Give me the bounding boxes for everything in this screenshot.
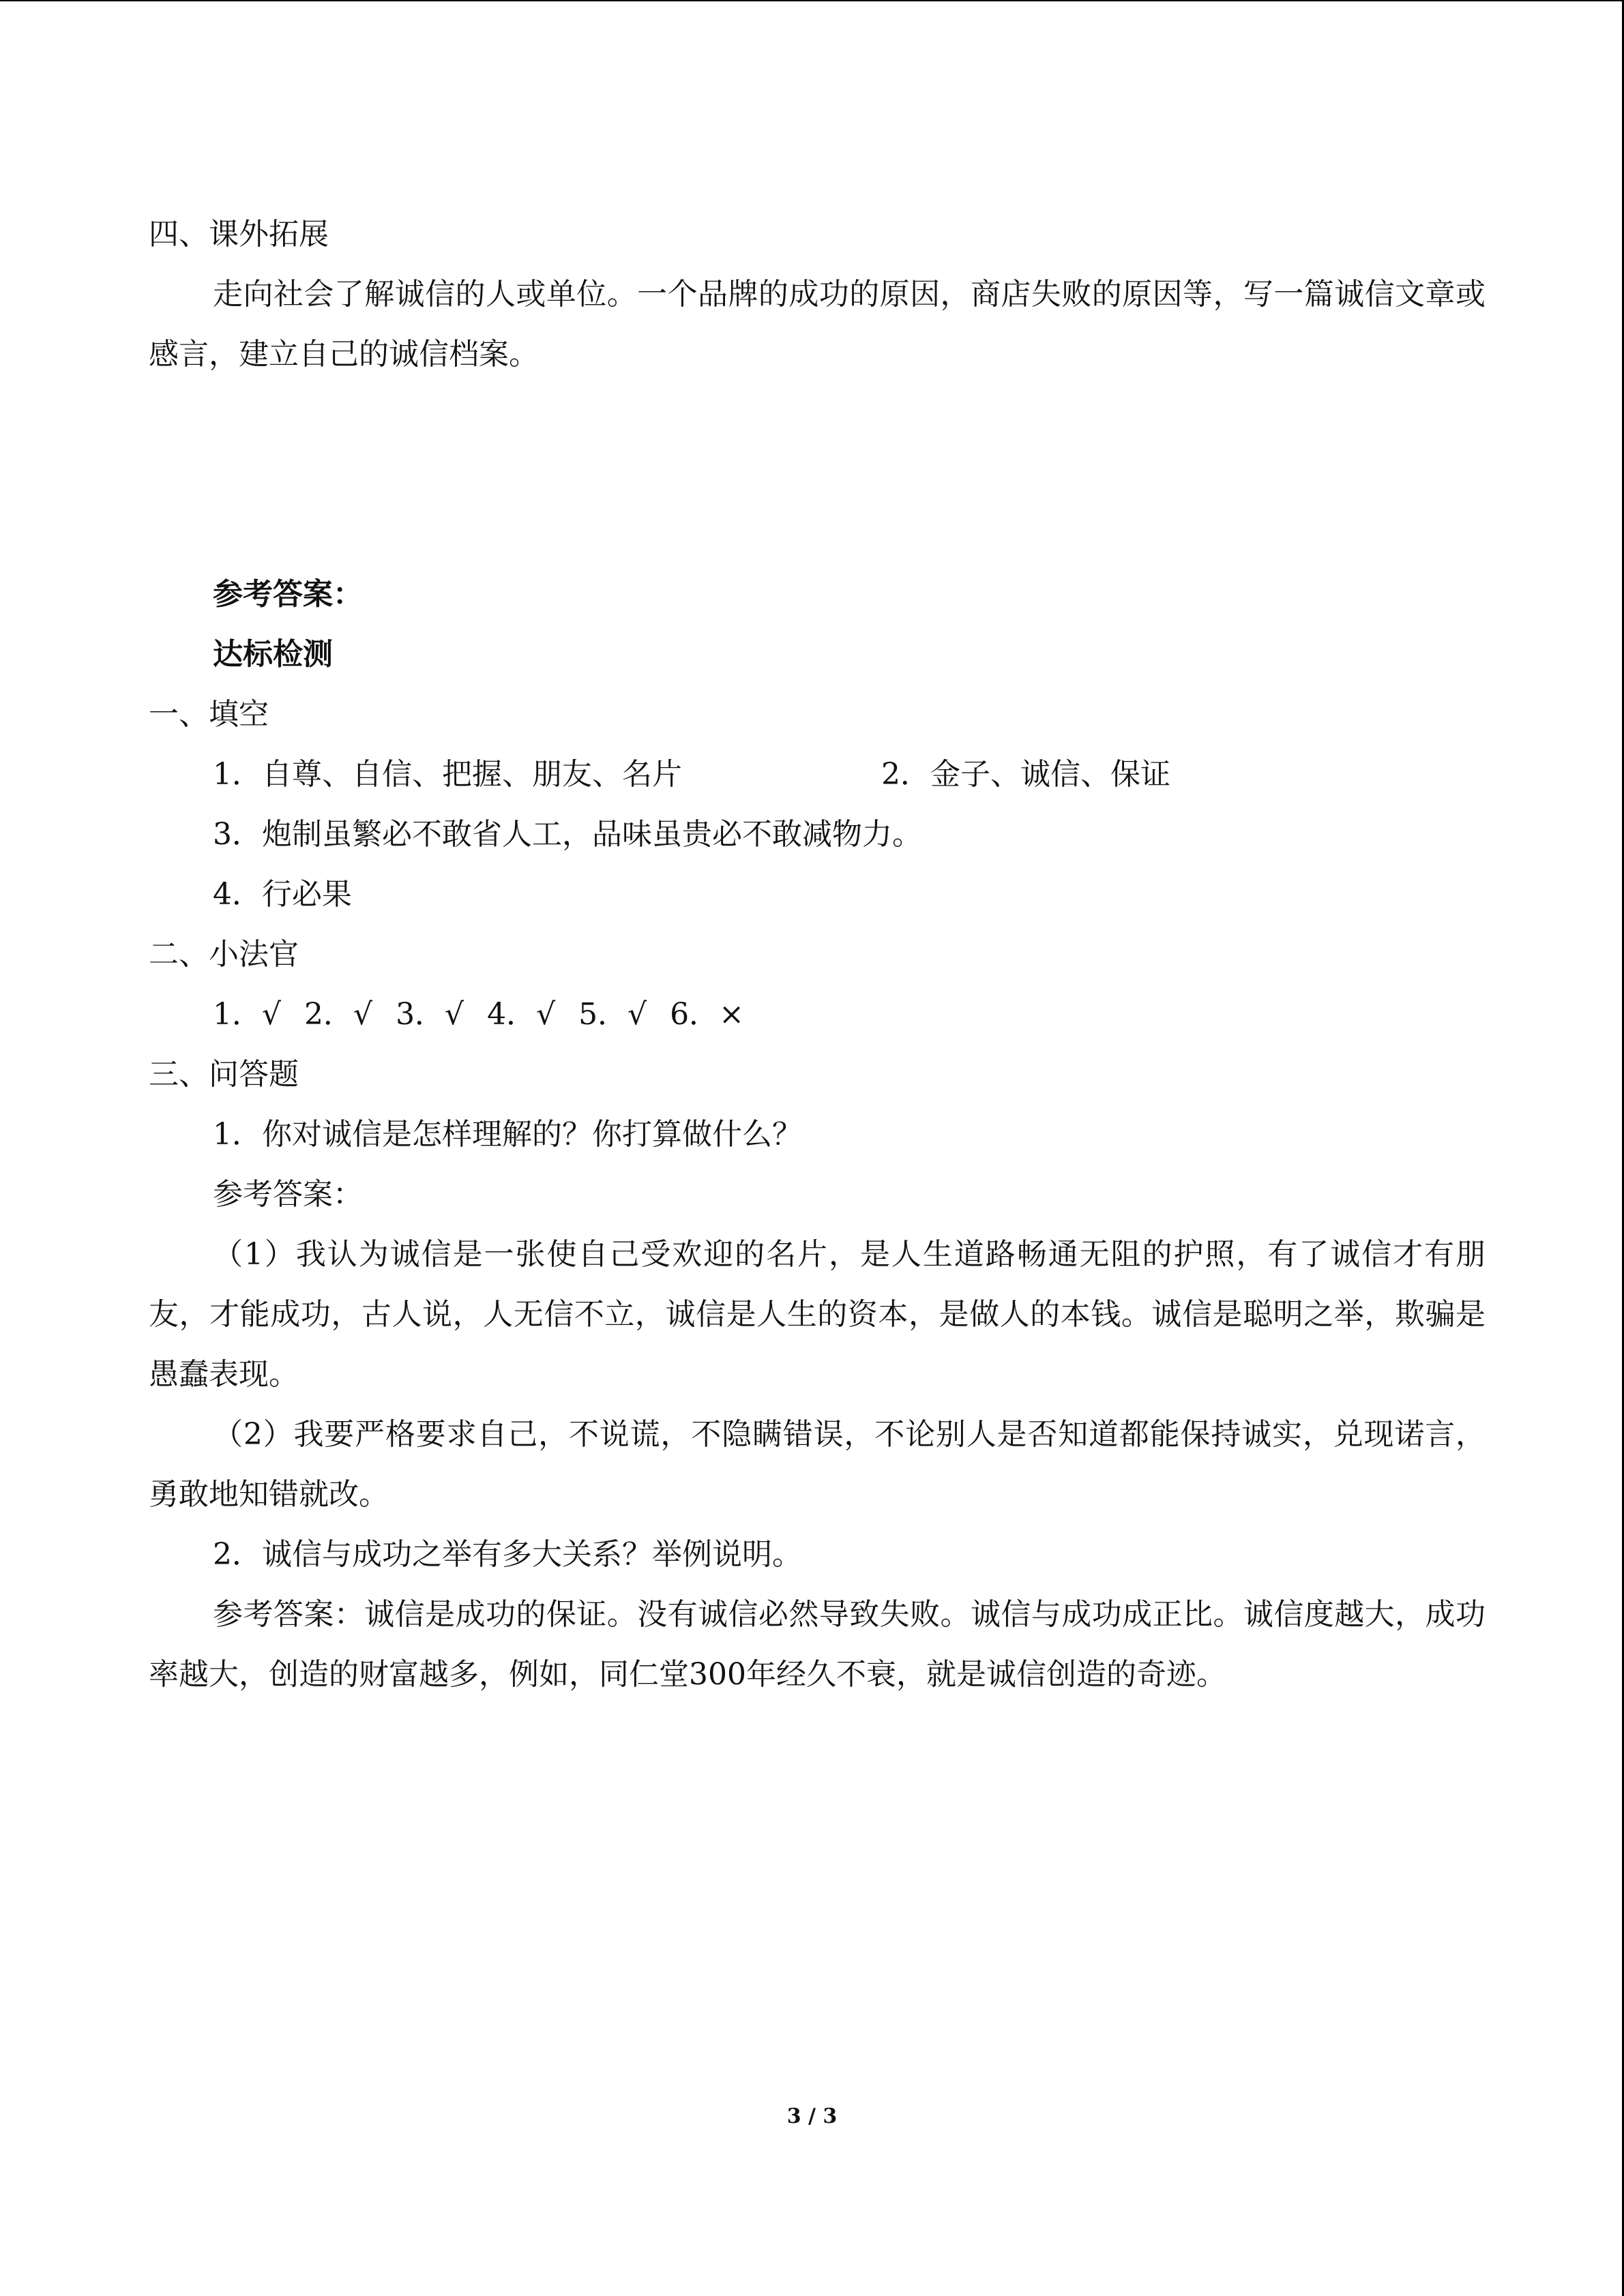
judge-answer: 2．√	[304, 997, 373, 1032]
judge-answers	[149, 985, 1486, 1045]
question-2: 2．诚信与成功之举有多大关系？举例说明。	[213, 1537, 802, 1572]
judge-answer: 4．√	[487, 997, 556, 1032]
fill-answer-1: 1．自尊、自信、把握、朋友、名片	[213, 757, 682, 792]
qa-heading: 三、问答题	[149, 1057, 299, 1092]
fill-answer-3: 3．炮制虽繁必不敢省人工，品味虽贵必不敢减物力。	[213, 817, 922, 852]
fill-answer-4: 4．行必果	[213, 877, 352, 912]
page-frame-top	[0, 0, 1624, 1]
fill-answer-2: 2．金子、诚信、保证	[881, 757, 1170, 792]
extension-heading: 四、课外拓展	[149, 217, 329, 252]
answer-2: 参考答案：诚信是成功的保证。没有诚信必然导致失败。诚信与成功成正比。诚信度越大，成功率越大，创造的财富越多，例如，同仁堂300年经久不衰，就是诚信创造的奇迹。	[149, 1597, 1486, 1692]
document-page	[149, 205, 1486, 1705]
judge-answer: 5．√	[578, 997, 647, 1032]
extension-body: 走向社会了解诚信的人或单位。一个品牌的成功的原因，商店失败的原因等，写一篇诚信文章或感言，建立自己的诚信档案。	[149, 277, 1486, 372]
fill-row-1	[149, 745, 1486, 805]
judge-answer: 6．×	[670, 997, 745, 1032]
answers-title: 参考答案：	[213, 577, 363, 612]
answer-1-label: 参考答案：	[213, 1177, 363, 1212]
judge-heading: 二、小法官	[149, 937, 299, 972]
judge-answer: 1．√	[213, 997, 282, 1032]
spacer	[149, 385, 1486, 565]
fill-heading: 一、填空	[149, 697, 269, 732]
page-number: 3 / 3	[786, 2104, 838, 2128]
answer-1-part-1: （1）我认为诚信是一张使自己受欢迎的名片，是人生道路畅通无阻的护照，有了诚信才有朋友，才能成功，古人说，人无信不立，诚信是人生的资本，是做人的本钱。诚信是聪明之举，欺骗是愚蠢表现。	[149, 1237, 1486, 1392]
question-1: 1．你对诚信是怎样理解的？你打算做什么？	[213, 1117, 802, 1152]
judge-answer: 3．√	[396, 997, 464, 1032]
answer-1-part-2: （2）我要严格要求自己，不说谎，不隐瞒错误，不论别人是否知道都能保持诚实，兑现诺言，勇敢地知错就改。	[149, 1417, 1486, 1512]
answers-subtitle: 达标检测	[213, 637, 333, 672]
